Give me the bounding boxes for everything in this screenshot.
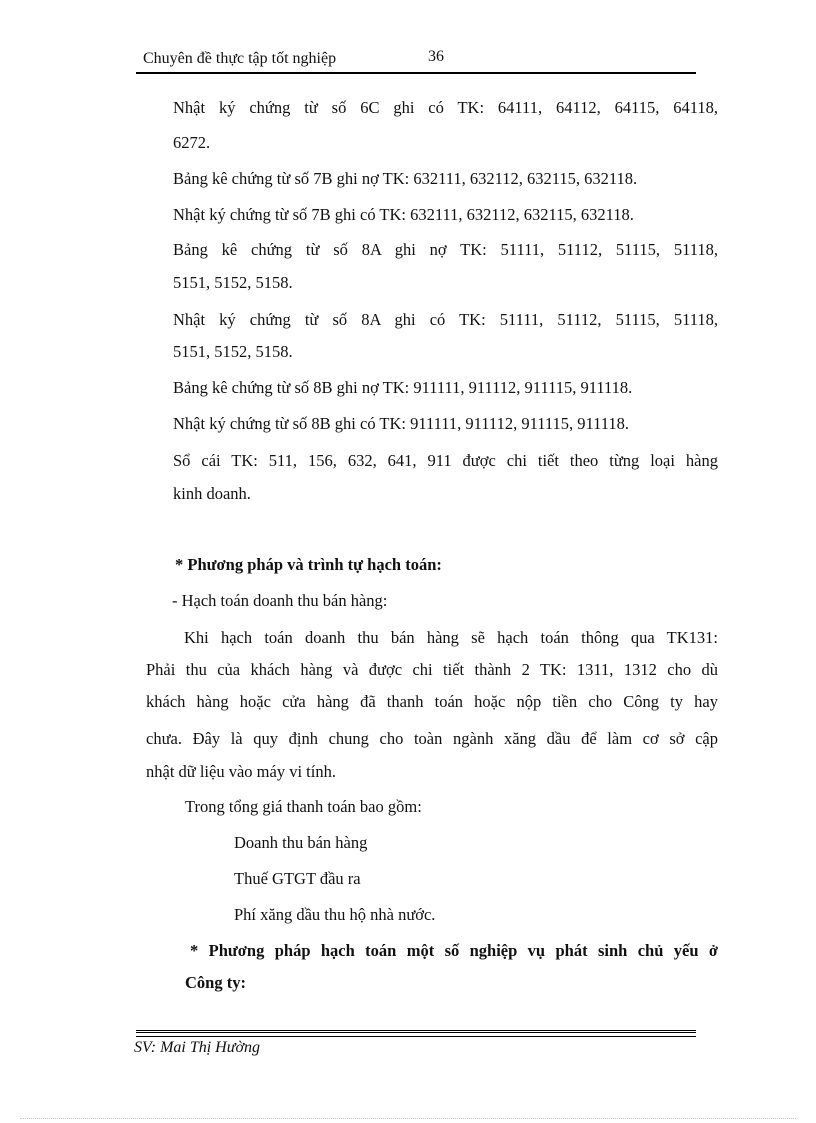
list-intro: Trong tổng giá thanh toán bao gồm: <box>185 797 422 816</box>
ledger-line: Bảng kê chứng từ số 7B ghi nợ TK: 632111, 632112, 632115, 632118. <box>173 169 638 188</box>
subheading: - Hạch toán doanh thu bán hàng: <box>172 591 388 610</box>
section-heading: Công ty: <box>185 973 246 992</box>
ledger-line: 6272. <box>173 133 211 152</box>
ledger-line: 5151, 5152, 5158. <box>173 342 293 361</box>
paragraph-line: chưa. Đây là quy định chung cho toàn ngành xăng dầu để làm cơ sở cập <box>146 729 718 748</box>
ledger-line: 5151, 5152, 5158. <box>173 273 293 292</box>
paragraph-line: Phải thu của khách hàng và được chi tiết thành 2 TK: 1311, 1312 cho dù <box>146 660 718 679</box>
footer-student: SV: Mai Thị Hường <box>134 1039 260 1056</box>
paragraph-line: khách hàng hoặc cửa hàng đã thanh toán hoặc nộp tiền cho Công ty hay <box>146 692 718 711</box>
ledger-line: Sổ cái TK: 511, 156, 632, 641, 911 được chi tiết theo từng loại hàng <box>173 451 718 470</box>
ledger-line: Bảng kê chứng từ số 8B ghi nợ TK: 911111, 911112, 911115, 911118. <box>173 378 633 397</box>
page-number: 36 <box>428 48 444 65</box>
document-title: Chuyên đề thực tập tốt nghiệp <box>143 50 337 67</box>
paragraph-line: Khi hạch toán doanh thu bán hàng sẽ hạch toán thông qua TK131: <box>184 628 718 647</box>
page-header <box>136 46 696 74</box>
list-item: Thuế GTGT đầu ra <box>234 869 361 888</box>
ledger-line: Nhật ký chứng từ số 8B ghi có TK: 911111, 911112, 911115, 911118. <box>173 414 630 433</box>
page-edge-divider <box>20 1118 796 1119</box>
section-heading: * Phương pháp và trình tự hạch toán: <box>175 555 442 574</box>
list-item: Doanh thu bán hàng <box>234 833 368 852</box>
section-heading: * Phương pháp hạch toán một số nghiệp vụ phát sinh chủ yếu ở <box>190 941 718 960</box>
footer-rule <box>136 1030 696 1037</box>
ledger-line: Nhật ký chứng từ số 7B ghi có TK: 632111, 632112, 632115, 632118. <box>173 205 634 224</box>
ledger-line: Nhật ký chứng từ số 6C ghi có TK: 64111, 64112, 64115, 64118, <box>173 98 718 117</box>
ledger-line: kinh doanh. <box>173 484 251 503</box>
paragraph-line: nhật dữ liệu vào máy vi tính. <box>146 762 336 781</box>
ledger-line: Nhật ký chứng từ số 8A ghi có TK: 51111, 51112, 51115, 51118, <box>173 310 718 329</box>
list-item: Phí xăng dầu thu hộ nhà nước. <box>234 905 436 924</box>
ledger-line: Bảng kê chứng từ số 8A ghi nợ TK: 51111, 51112, 51115, 51118, <box>173 240 718 259</box>
